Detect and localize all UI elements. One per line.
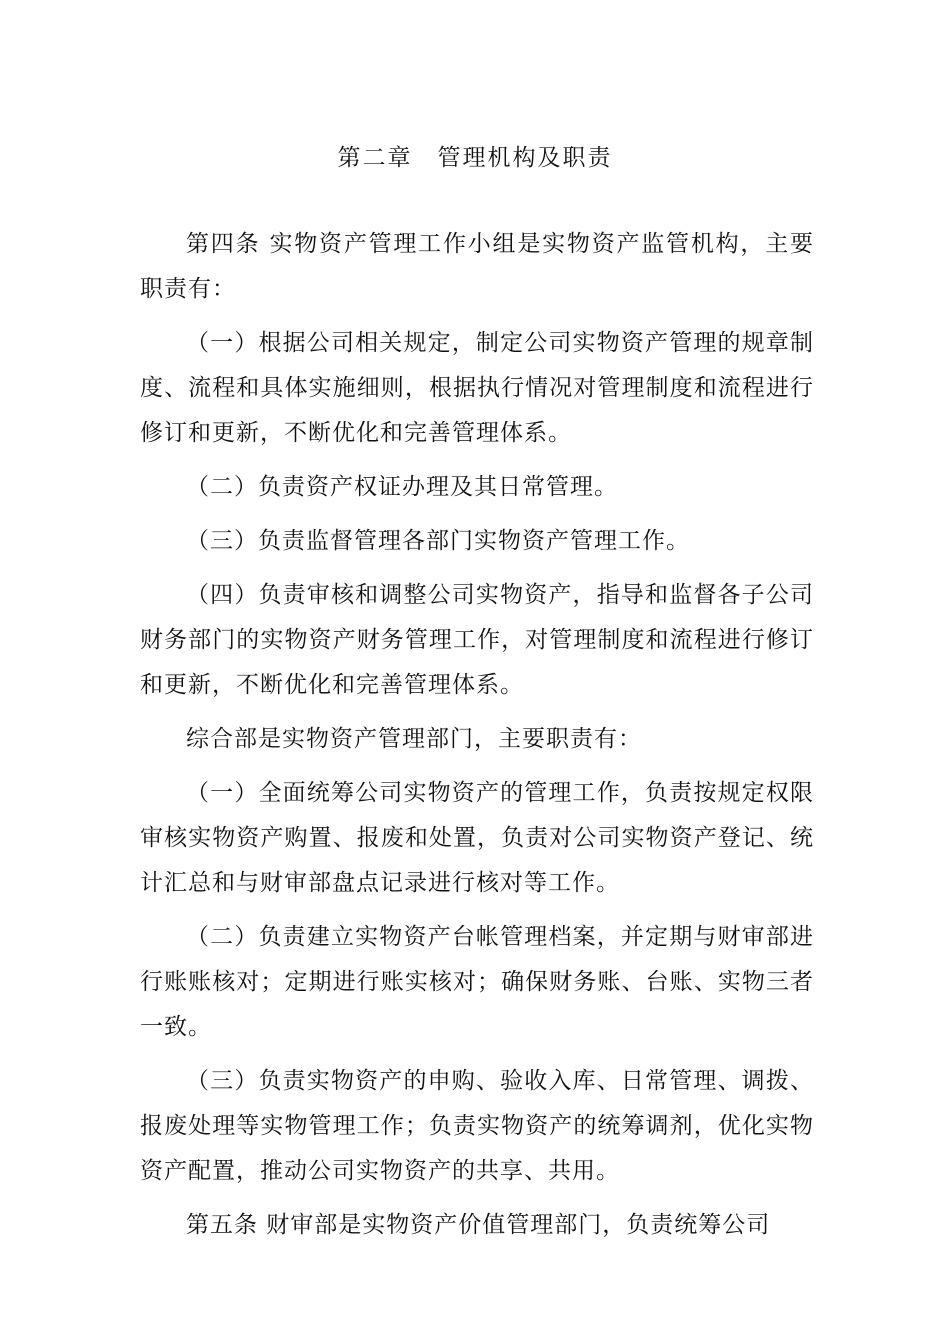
article-4-intro: 第四条 实物资产管理工作小组是实物资产监管机构，主要职责有：: [140, 231, 814, 302]
article-4-item-4: （四）负责审核和调整公司实物资产，指导和监督各子公司财务部门的实物资产财务管理工作，对管理制度和流程进行修订和更新，不断优化和完善管理体系。: [140, 582, 814, 698]
article-4-item-2: （二）负责资产权证办理及其日常管理。: [186, 474, 618, 500]
general-dept-item-1: （一）全面统筹公司实物资产的管理工作，负责按规定权限审核实物资产购置、报废和处置，负责对公司实物资产登记、统计汇总和与财审部盘点记录进行核对等工作。: [140, 780, 814, 896]
article-5-intro: 第五条 财审部是实物资产价值管理部门，负责统筹公司: [186, 1212, 771, 1238]
general-dept-intro: 综合部是实物资产管理部门，主要职责有：: [186, 726, 642, 752]
document-body: [140, 222, 814, 1257]
article-4-item-3: （三）负责监督管理各部门实物资产管理工作。: [186, 528, 690, 554]
article-4-item-1: （一）根据公司相关规定，制定公司实物资产管理的规章制度、流程和具体实施细则，根据执行情况对管理制度和流程进行修订和更新，不断优化和完善管理体系。: [140, 330, 814, 446]
chapter-title: 第二章 管理机构及职责: [337, 145, 613, 171]
general-dept-item-3: （三）负责实物资产的申购、验收入库、日常管理、调拨、报废处理等实物管理工作；负责实物资产的统筹调剂，优化实物资产配置，推动公司实物资产的共享、共用。: [140, 1068, 814, 1184]
general-dept-item-2: （二）负责建立实物资产台帐管理档案，并定期与财审部进行账账核对；定期进行账实核对；确保财务账、台账、实物三者一致。: [140, 924, 814, 1040]
